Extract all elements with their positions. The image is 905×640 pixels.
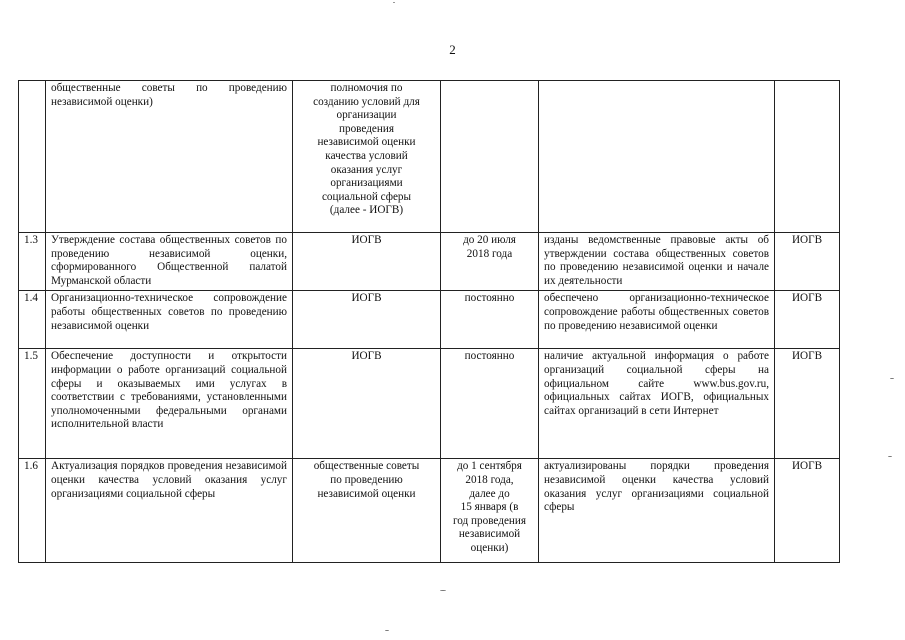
scan-speck <box>888 456 892 457</box>
executor: ИОГВ <box>293 233 441 291</box>
expected-result: наличие актуальной информация о работе организаций социальной сферы на официальном сайте www.bus.gov.ru, официальных сайтах ИОГВ, официальных сайтах организаций в сети Интернет <box>539 349 775 459</box>
executor: общественные советы по проведению независимой оценки <box>293 459 441 563</box>
responsible: ИОГВ <box>775 233 840 291</box>
executor: полномочия по созданию условий для организации проведения независимой оценки качества условий оказания услуг организациями социальной сферы (далее - ИОГВ) <box>293 81 441 233</box>
scan-speck <box>393 2 395 3</box>
expected-result <box>539 81 775 233</box>
measure-name: Организационно-техническое сопровождение работы общественных советов по проведению независимой оценки <box>46 291 293 349</box>
responsible: ИОГВ <box>775 349 840 459</box>
page-number: 2 <box>449 42 456 57</box>
deadline <box>441 81 539 233</box>
deadline: постоянно <box>441 291 539 349</box>
responsible: ИОГВ <box>775 459 840 563</box>
row-number <box>19 81 46 233</box>
table-row <box>19 81 840 233</box>
table-row <box>19 349 840 459</box>
row-number: 1.6 <box>19 459 46 563</box>
scan-speck <box>890 378 894 379</box>
row-number: 1.3 <box>19 233 46 291</box>
table-row <box>19 233 840 291</box>
executor: ИОГВ <box>293 349 441 459</box>
responsible <box>775 81 840 233</box>
row-number: 1.5 <box>19 349 46 459</box>
measures-table <box>18 80 840 563</box>
table-row <box>19 459 840 563</box>
expected-result: актуализированы порядки проведения независимой оценки качества условий оказания услуг организациями социальной сферы <box>539 459 775 563</box>
deadline: до 20 июля 2018 года <box>441 233 539 291</box>
measure-name: Актуализация порядков проведения независимой оценки качества условий оказания услуг организациями социальной сферы <box>46 459 293 563</box>
responsible: ИОГВ <box>775 291 840 349</box>
deadline: постоянно <box>441 349 539 459</box>
expected-result: изданы ведомственные правовые акты об утверждении состава общественных советов по проведению независимой оценки и начале их деятельности <box>539 233 775 291</box>
table-row <box>19 291 840 349</box>
measure-name: общественные советы по проведению независимой оценки) <box>46 81 293 233</box>
executor: ИОГВ <box>293 291 441 349</box>
row-number: 1.4 <box>19 291 46 349</box>
measure-name: Утверждение состава общественных советов по проведению независимой оценки, сформированного Общественной палатой Мурманской области <box>46 233 293 291</box>
measure-name: Обеспечение доступности и открытости информации о работе организаций социальной сферы и оказываемых ими услугах в соответствии с требованиями, установленными уполномоченными федеральными органами исполнительной власти <box>46 349 293 459</box>
scan-speck <box>440 590 446 591</box>
scan-speck <box>385 630 389 631</box>
deadline: до 1 сентября 2018 года, далее до 15 января (в год проведения независимой оценки) <box>441 459 539 563</box>
expected-result: обеспечено организационно-техническое сопровождение работы общественных советов по проведению независимой оценки <box>539 291 775 349</box>
